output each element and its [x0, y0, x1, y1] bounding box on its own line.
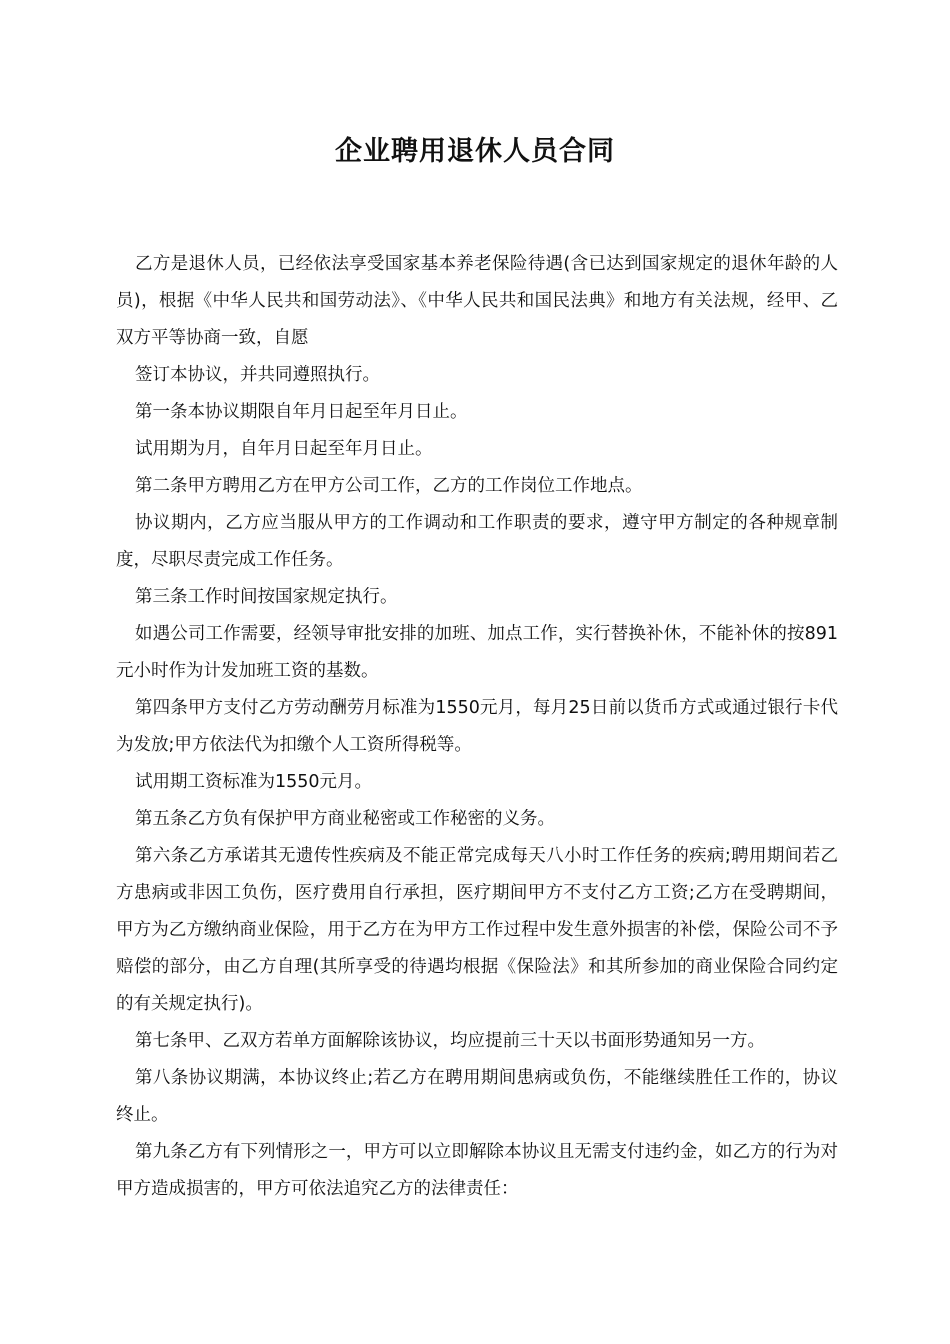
paragraph-4: 试用期为月，自年月日起至年月日止。 — [135, 439, 433, 459]
paragraph-1: 乙方是退休人员，已经依法享受国家基本养老保险待遇(含已达到国家规定的退休年龄的人员)，根据《中华人民共和国劳动法》、《中华人民共和国民法典》和地方有关法规，经甲、乙双方平等协商一致，自愿 — [116, 254, 838, 348]
paragraph-6: 协议期内，乙方应当服从甲方的工作调动和工作职责的要求，遵守甲方制定的各种规章制度，尽职尽责完成工作任务。 — [116, 513, 838, 570]
document-body — [116, 246, 838, 1208]
paragraph-2: 签订本协议，并共同遵照执行。 — [135, 365, 380, 385]
paragraph-9: 第四条甲方支付乙方劳动酬劳月标准为1550元月，每月25日前以货币方式或通过银行卡代为发放;甲方依法代为扣缴个人工资所得税等。 — [116, 698, 838, 755]
paragraph-3: 第一条本协议期限自年月日起至年月日止。 — [135, 402, 468, 422]
paragraph-7: 第三条工作时间按国家规定执行。 — [135, 587, 398, 607]
paragraph-10: 试用期工资标准为1550元月。 — [135, 772, 373, 792]
document-title: 企业聘用退休人员合同 — [335, 136, 615, 167]
paragraph-12: 第六条乙方承诺其无遗传性疾病及不能正常完成每天八小时工作任务的疾病;聘用期间若乙方患病或非因工负伤，医疗费用自行承担，医疗期间甲方不支付乙方工资;乙方在受聘期间，甲方为乙方缴纳商业保险，用于乙方在为甲方工作过程中发生意外损害的补偿，保险公司不予赔偿的部分，由乙方自理(其所享受的待遇均根据《保险法》和其所参加的商业保险合同约定的有关规定执行)。 — [116, 846, 838, 1014]
paragraph-15: 第九条乙方有下列情形之一，甲方可以立即解除本协议且无需支付违约金，如乙方的行为对甲方造成损害的，甲方可依法追究乙方的法律责任： — [116, 1142, 838, 1199]
paragraph-5: 第二条甲方聘用乙方在甲方公司工作，乙方的工作岗位工作地点。 — [135, 476, 643, 496]
paragraph-8: 如遇公司工作需要，经领导审批安排的加班、加点工作，实行替换补休，不能补休的按891元小时作为计发加班工资的基数。 — [116, 624, 838, 681]
paragraph-13: 第七条甲、乙双方若单方面解除该协议，均应提前三十天以书面形势通知另一方。 — [135, 1031, 765, 1051]
paragraph-11: 第五条乙方负有保护甲方商业秘密或工作秘密的义务。 — [135, 809, 555, 829]
paragraph-14: 第八条协议期满，本协议终止;若乙方在聘用期间患病或负伤，不能继续胜任工作的，协议终止。 — [116, 1068, 838, 1125]
